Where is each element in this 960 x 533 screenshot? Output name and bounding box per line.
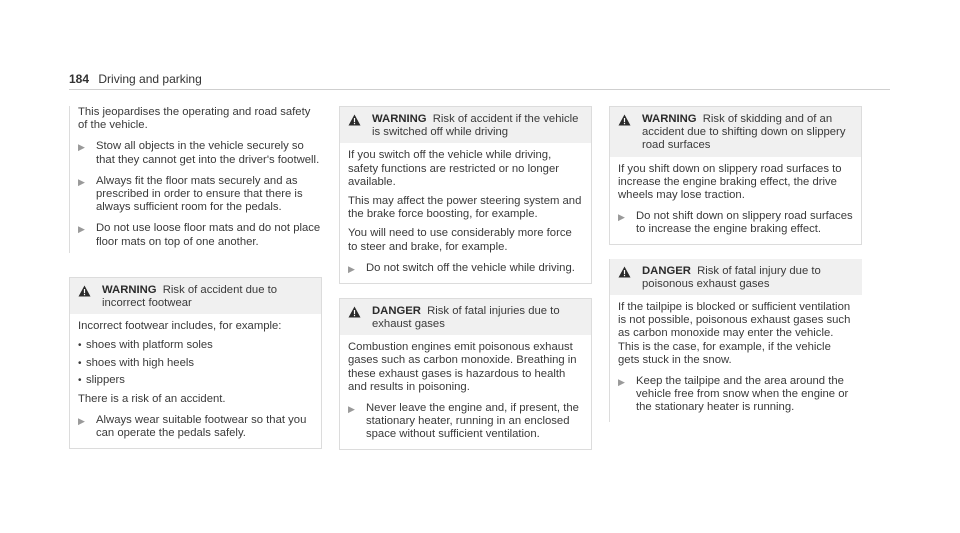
- danger-box-tailpipe: [609, 259, 862, 422]
- danger-box-exhaust: [339, 298, 592, 450]
- warning-title: Risk of skidding and of an accident due to shifting down on slippery road surfaces: [642, 113, 846, 152]
- danger-keyword: DANGER: [642, 264, 691, 277]
- triangle-right-icon: ▶: [618, 212, 625, 223]
- warning-body: [70, 314, 321, 447]
- warning-text: You will need to use considerably more force to steer and brake, for example.: [348, 227, 572, 253]
- step-text: Keep the tailpipe and the area around the vehicle free from snow when the engine or the stationary heater is running.: [636, 375, 849, 414]
- danger-body: [610, 295, 862, 422]
- warning-text: Incorrect footwear includes, for example:: [78, 320, 282, 333]
- warning-header: [610, 107, 861, 157]
- footwear-list: [78, 339, 313, 387]
- step-text: Always wear suitable footwear so that you can operate the pedals safely.: [96, 414, 307, 440]
- list-item: • shoes with high heels: [78, 356, 195, 369]
- step-text: Do not use loose floor mats and do not place floor mats on top of one another.: [96, 222, 321, 248]
- list-item: [78, 140, 322, 166]
- warning-keyword: WARNING: [642, 113, 697, 125]
- warning-text: This may affect the power steering system and the brake force boosting, for example.: [348, 195, 582, 221]
- list-item: [618, 210, 853, 236]
- danger-title: Risk of fatal injuries due to exhaust gases: [372, 304, 560, 331]
- warning-triangle-icon: [348, 114, 362, 139]
- warning-keyword: WARNING: [372, 113, 427, 125]
- triangle-right-icon: ▶: [78, 416, 85, 427]
- intro-text: This jeopardises the operating and road safety of the vehicle.: [78, 106, 311, 132]
- warning-box-switch-off: [339, 106, 592, 284]
- warning-body: [340, 143, 591, 282]
- triangle-right-icon: ▶: [78, 224, 85, 235]
- danger-keyword: DANGER: [372, 304, 421, 317]
- warning-text: If you switch off the vehicle while driving, safety functions are restricted or no longer available.: [348, 149, 559, 188]
- list-item: • slippers: [78, 373, 125, 386]
- header-divider: [69, 89, 890, 90]
- warning-triangle-icon: [618, 266, 632, 291]
- step-text: Stow all objects in the vehicle securely so that they cannot get into the driver's footwell.: [96, 140, 320, 166]
- column-3: [609, 106, 862, 422]
- warning-box-footwear: [69, 277, 322, 449]
- page-header: [69, 72, 202, 86]
- list-item: [348, 262, 583, 276]
- warning-title: Risk of accident if the vehicle is switched off while driving: [372, 113, 579, 139]
- danger-title: Risk of fatal injury due to poisonous exhaust gases: [642, 264, 821, 290]
- page-number: 184: [69, 72, 90, 86]
- warning-body: [610, 157, 861, 244]
- warning-triangle-icon: [618, 114, 632, 153]
- triangle-right-icon: ▶: [618, 377, 625, 388]
- step-text: Do not switch off the vehicle while driving.: [366, 261, 575, 274]
- warning-text: There is a risk of an accident.: [78, 393, 226, 406]
- danger-text: If the tailpipe is blocked or sufficient ventilation is not possible, poisonous exhaust gases such as carbon monoxide may enter the vehicle. This is the case, for example, if the vehicle gets stuck in the snow.: [618, 301, 851, 366]
- section-title: Driving and parking: [98, 72, 202, 86]
- triangle-right-icon: ▶: [348, 263, 355, 274]
- warning-keyword: WARNING: [102, 283, 157, 296]
- step-text: Do not shift down on slippery road surfaces to increase the engine braking effect.: [636, 210, 853, 236]
- column-1: [69, 106, 322, 449]
- triangle-right-icon: ▶: [78, 176, 85, 187]
- warning-text: If you shift down on slippery road surfaces to increase the engine braking effect, the drive wheels may lose traction.: [618, 162, 842, 202]
- triangle-right-icon: ▶: [348, 404, 355, 415]
- column-2: [339, 106, 592, 450]
- list-item: [78, 175, 322, 215]
- warning-triangle-icon: [78, 285, 92, 310]
- danger-header: [340, 299, 591, 335]
- list-item: [348, 402, 583, 442]
- warning-triangle-icon: [348, 306, 362, 331]
- danger-header: [610, 259, 862, 295]
- warning-header: [70, 278, 321, 314]
- list-item: [618, 375, 854, 415]
- list-item: [78, 414, 313, 440]
- danger-text: Combustion engines emit poisonous exhaust gases such as carbon monoxide. Breathing in these exhaust gases is hazardous to health and results in poisoning.: [348, 341, 577, 393]
- warning-header: [340, 107, 591, 143]
- list-item: • shoes with platform soles: [78, 339, 213, 352]
- warning-box-skidding: [609, 106, 862, 245]
- list-item: [78, 222, 322, 248]
- warning-title: Risk of accident due to incorrect footwear: [102, 283, 278, 310]
- step-text: Always fit the floor mats securely and as prescribed in order to ensure that there is always sufficient room for the pedals.: [96, 174, 303, 214]
- step-list: [78, 140, 322, 248]
- intro-block: [69, 106, 322, 253]
- danger-body: [340, 335, 591, 448]
- triangle-right-icon: ▶: [78, 142, 85, 153]
- step-text: Never leave the engine and, if present, the stationary heater, running in an enclosed space without sufficient ventilation.: [366, 402, 579, 441]
